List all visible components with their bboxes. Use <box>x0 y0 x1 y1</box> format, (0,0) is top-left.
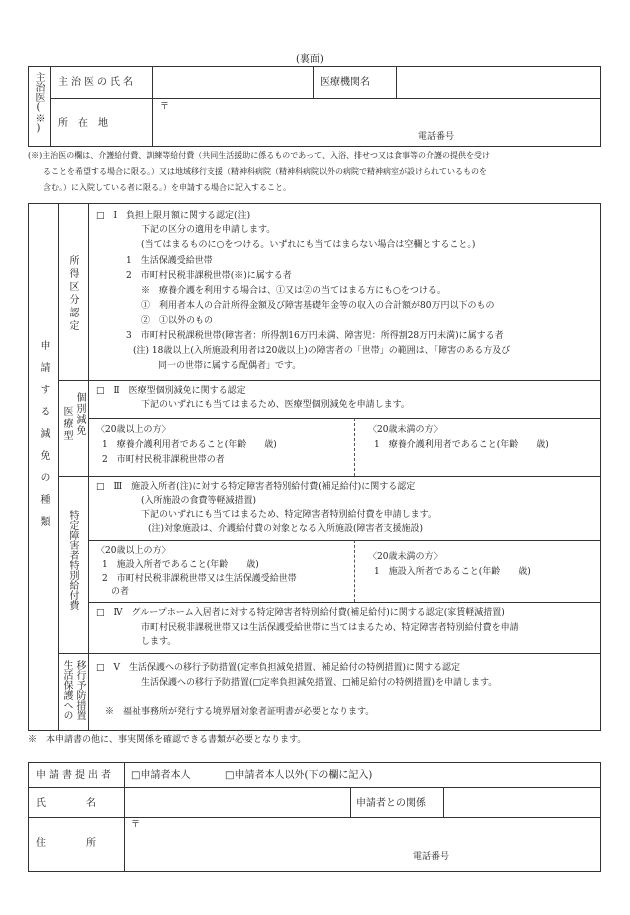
income-option-3[interactable]: 3 市町村民税課税世帯(障害者：所得割16万円未満、障害児：所得割28万円未満)に属する者 <box>126 331 504 341</box>
submitter-name-label: 氏 名 <box>36 798 96 809</box>
doctor-name-label: 主治医の氏名 <box>58 77 136 88</box>
doctor-phone-label: 電話番号 <box>418 132 455 142</box>
doctor-address-field[interactable] <box>153 99 600 146</box>
doctor-side-label: 主治医(※) <box>33 72 44 134</box>
income-line: (当てはまるものに○をつける。いずれにも当てはまらない場合は空欄とすること。) <box>141 240 476 250</box>
income-line: 下記の区分の適用を申請します。 <box>141 225 276 235</box>
welfare-label-a: 生活保護への <box>61 660 72 720</box>
medical-label-b: 個別減免 <box>74 392 85 436</box>
doctor-note-line-3: 含む。）に入院している者に限る。）を申請する場合に記入すること。 <box>43 183 291 192</box>
medical-left-line: 2 市町村民税非課税世帯の者 <box>102 455 225 465</box>
submitter-option-other[interactable]: □申請者本人以外(下の欄に記入) <box>225 770 373 781</box>
reduction-side-label: 申請する減免の種類 <box>38 340 49 538</box>
doctor-note-line-2: ることを希望する場合に限る。）又は地域移行支援（精神科病院（精神科病院以外の病院で精神病室が設けられているものを <box>43 167 487 176</box>
doctor-note-line-1: (※)主治医の欄は、介護給付費、訓練等給付費（共同生活援助に係るものであって、入浴、排せつ又は食事等の介護の提供を受け <box>28 151 490 160</box>
section-2-title[interactable]: □ Ⅱ 医療型個別減免に関する認定 <box>96 386 246 396</box>
income-line: ※ 療養介護を利用する場合は、①又は②の当てはまる方にも○をつける。 <box>141 286 446 296</box>
welfare-label-b: 移行予防措置 <box>74 660 85 720</box>
income-note: (注) 18歳以上(入所施設利用者は20歳以上)の障害者の「世帯」の範囲は、「障害のある方及び <box>133 346 511 356</box>
welfare-options[interactable]: 生活保護への移行予防措置(□定率負担減免措置、□補足給付の特例措置)を申請します。 <box>141 678 498 688</box>
medical-right-line: 1 療養介護利用者であること(年齢 歳) <box>374 440 549 450</box>
income-option-2a[interactable]: ① 利用者本人の合計所得金額及び障害基礎年金等の収入の合計額が80万円以下のもの <box>141 301 495 311</box>
section-4-title[interactable]: □ Ⅳ グループホーム入居者に対する特定障害者特別給付費(補足給付)に関する認定(家賃軽減措置) <box>96 608 505 618</box>
page-title: (裏面) <box>296 54 324 65</box>
medical-label-a: 医療型 <box>61 406 72 442</box>
special-left-line: 2 市町村民税非課税世帯又は生活保護受給世帯 <box>102 574 297 584</box>
income-option-2b[interactable]: ② ①以外のもの <box>141 316 214 326</box>
special-right-line: 〈20歳未満の方〉 <box>368 552 443 562</box>
special-left-line: の者 <box>111 587 130 597</box>
footnote: ※ 本申請書の他に、事実関係を確認できる書類が必要となります。 <box>28 735 307 745</box>
welfare-note: ※ 福祉事務所が発行する境界層対象者証明書が必要となります。 <box>105 707 375 717</box>
group-line: します。 <box>141 637 177 647</box>
doctor-name-field[interactable] <box>153 67 312 97</box>
special-left-line: 1 施設入所者であること(年齢 歳) <box>102 560 259 570</box>
submitter-address-field[interactable] <box>125 818 600 871</box>
medical-left-line: 1 療養介護利用者であること(年齢 歳) <box>102 440 277 450</box>
medical-left-line: 〈20歳以上の方〉 <box>96 425 171 435</box>
doctor-address-label: 所 在 地 <box>58 118 108 129</box>
doctor-postal-mark: 〒 <box>160 102 170 112</box>
section-3-title[interactable]: □ Ⅲ 施設入所者(注)に対する特定障害者特別給付費(補足給付)に関する認定 <box>96 482 416 492</box>
submitter-postal-mark: 〒 <box>131 820 141 830</box>
special-line: (注)対象施設は、介護給付費の対象となる入所施設(障害者支援施設) <box>148 524 424 534</box>
income-option-1[interactable]: 1 生活保護受給世帯 <box>126 256 213 266</box>
submitter-name-field[interactable] <box>125 788 349 816</box>
medical-right-line: 〈20歳未満の方〉 <box>368 425 443 435</box>
submitter-option-self[interactable]: □申請者本人 <box>131 770 191 781</box>
special-label: 特定障害者特別給付費 <box>67 510 78 610</box>
group-line: 市町村民税非課税世帯又は生活保護受給世帯に当てはまるため、特定障害者特別給付費を申請 <box>141 623 519 633</box>
institution-field[interactable] <box>397 67 600 97</box>
relation-field[interactable] <box>444 788 600 816</box>
special-left-line: 〈20歳以上の方〉 <box>96 546 171 556</box>
submitter-label: 申請書提出者 <box>36 770 114 781</box>
special-right-line: 1 施設入所者であること(年齢 歳) <box>374 567 531 577</box>
section-1-title[interactable]: □ Ⅰ 負担上限月額に関する認定(注) <box>96 211 251 221</box>
medical-line: 下記のいずれにも当てはまるため、医療型個別減免を申請します。 <box>141 400 410 410</box>
submitter-address-label: 住 所 <box>36 838 96 849</box>
special-line: 下記のいずれにも当てはまるため、特定障害者特別給付費を申請します。 <box>141 510 437 520</box>
income-label: 所得区分認定 <box>67 255 78 333</box>
income-note: 同一の世帯に属する配偶者」です。 <box>158 361 302 371</box>
section-5-title[interactable]: □ Ⅴ 生活保護への移行予防措置(定率負担減免措置、補足給付の特例措置)に関する認定 <box>96 663 461 673</box>
institution-label: 医療機関名 <box>320 77 370 88</box>
relation-label: 申請者との関係 <box>356 798 426 809</box>
special-line: (入所施設の食費等軽減措置) <box>141 496 257 506</box>
submitter-phone-label: 電話番号 <box>413 852 450 862</box>
income-option-2[interactable]: 2 市町村民税非課税世帯(※)に属する者 <box>126 271 292 281</box>
